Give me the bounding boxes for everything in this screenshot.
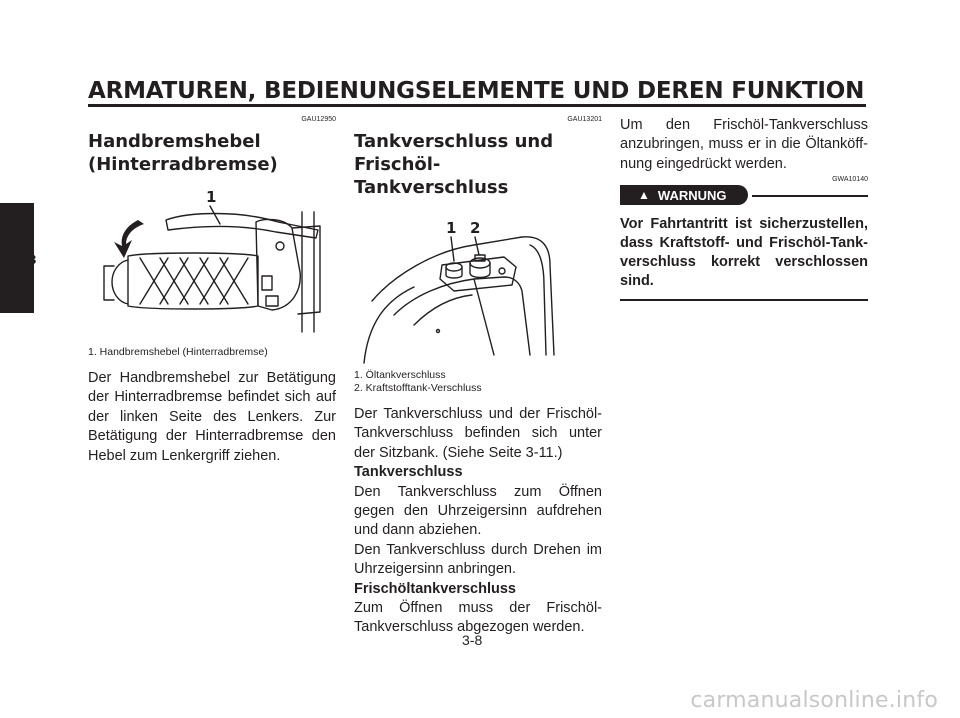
title-line-1: Handbremshebel [88, 131, 261, 152]
warning-text: Vor Fahrtantritt ist sicherzustellen, dass Kraftstoff- und Frischöl-Tank-verschluss korrekt verschlossen sind. [620, 216, 868, 290]
title-line-2: (Hinterradbremse) [88, 154, 278, 175]
figure-brake-lever [88, 182, 336, 342]
column-middle [354, 116, 602, 638]
brake-lever-illustration [88, 182, 336, 342]
body-text: Um den Frischöl-Tankverschluss anzubringen, muss er in die Öltanköff-nung eingedrückt werden. [620, 117, 868, 172]
body-text [354, 405, 602, 638]
warning-label: WARNUNG [657, 187, 727, 203]
paragraph: Den Tankverschluss zum Öffnen gegen den Uhrzeigersinn aufdrehen und dann abziehen. [354, 483, 602, 539]
page-number: 3-8 [462, 632, 483, 648]
warning-badge [620, 185, 748, 205]
warning-bottom-rule [620, 299, 868, 301]
chapter-number: 3 [29, 252, 37, 267]
figure-label-2: 2 [470, 219, 481, 237]
warning-header [620, 179, 868, 209]
tank-caps-illustration [354, 205, 602, 365]
figure-tank-caps [354, 205, 602, 365]
section-title-tankverschluss [354, 130, 602, 199]
warning-triangle-icon: ▲ [638, 188, 650, 203]
section-title-handbremshebel [88, 130, 336, 176]
title-line-1: Tankverschluss und Frischöl- [354, 131, 554, 175]
title-line-2: Tankverschluss [354, 177, 509, 198]
figure-label-1: 1 [446, 219, 457, 237]
warning-rule [752, 195, 868, 197]
subheading-frischoeltankverschluss: Frischöltankverschluss [354, 580, 516, 597]
figure-caption: 1. Handbremshebel (Hinterradbremse) [88, 346, 268, 358]
paragraph: Den Tankverschluss durch Drehen im Uhrzeigersinn anbringen. [354, 541, 602, 578]
pull-arrow-icon [114, 220, 144, 258]
body-text: Der Handbremshebel zur Betätigung der Hinterradbremse befindet sich auf der linken Seite des Lenkers. Zur Betätigung der Hinterradbremse den Hebel zum Lenkergriff ziehen. [88, 370, 336, 464]
column-left [88, 116, 336, 466]
figure-caption-1: 1. Öltankverschluss [354, 369, 446, 381]
warning-code: GWA10140 [832, 176, 868, 184]
page-header-title: ARMATUREN, BEDIENUNGSELEMENTE UND DEREN FUNKTION [88, 78, 865, 104]
paragraph: Zum Öffnen muss der Frischöl-Tankverschluss abgezogen werden. [354, 600, 602, 636]
section-code: GAU12950 [301, 116, 336, 123]
body-intro: Der Tankverschluss und der Frischöl-Tankverschluss befinden sich unter der Sitzbank. (Siehe Seite 3-11.) [354, 406, 602, 461]
watermark: carmanualsonline.info [690, 688, 938, 713]
figure-caption-2: 2. Kraftstofftank-Verschluss [354, 382, 482, 394]
section-code: GAU13201 [567, 116, 602, 123]
header-rule [88, 104, 866, 107]
subheading-tankverschluss: Tankverschluss [354, 464, 463, 481]
column-right [620, 116, 868, 301]
figure-label: 1 [206, 188, 217, 206]
